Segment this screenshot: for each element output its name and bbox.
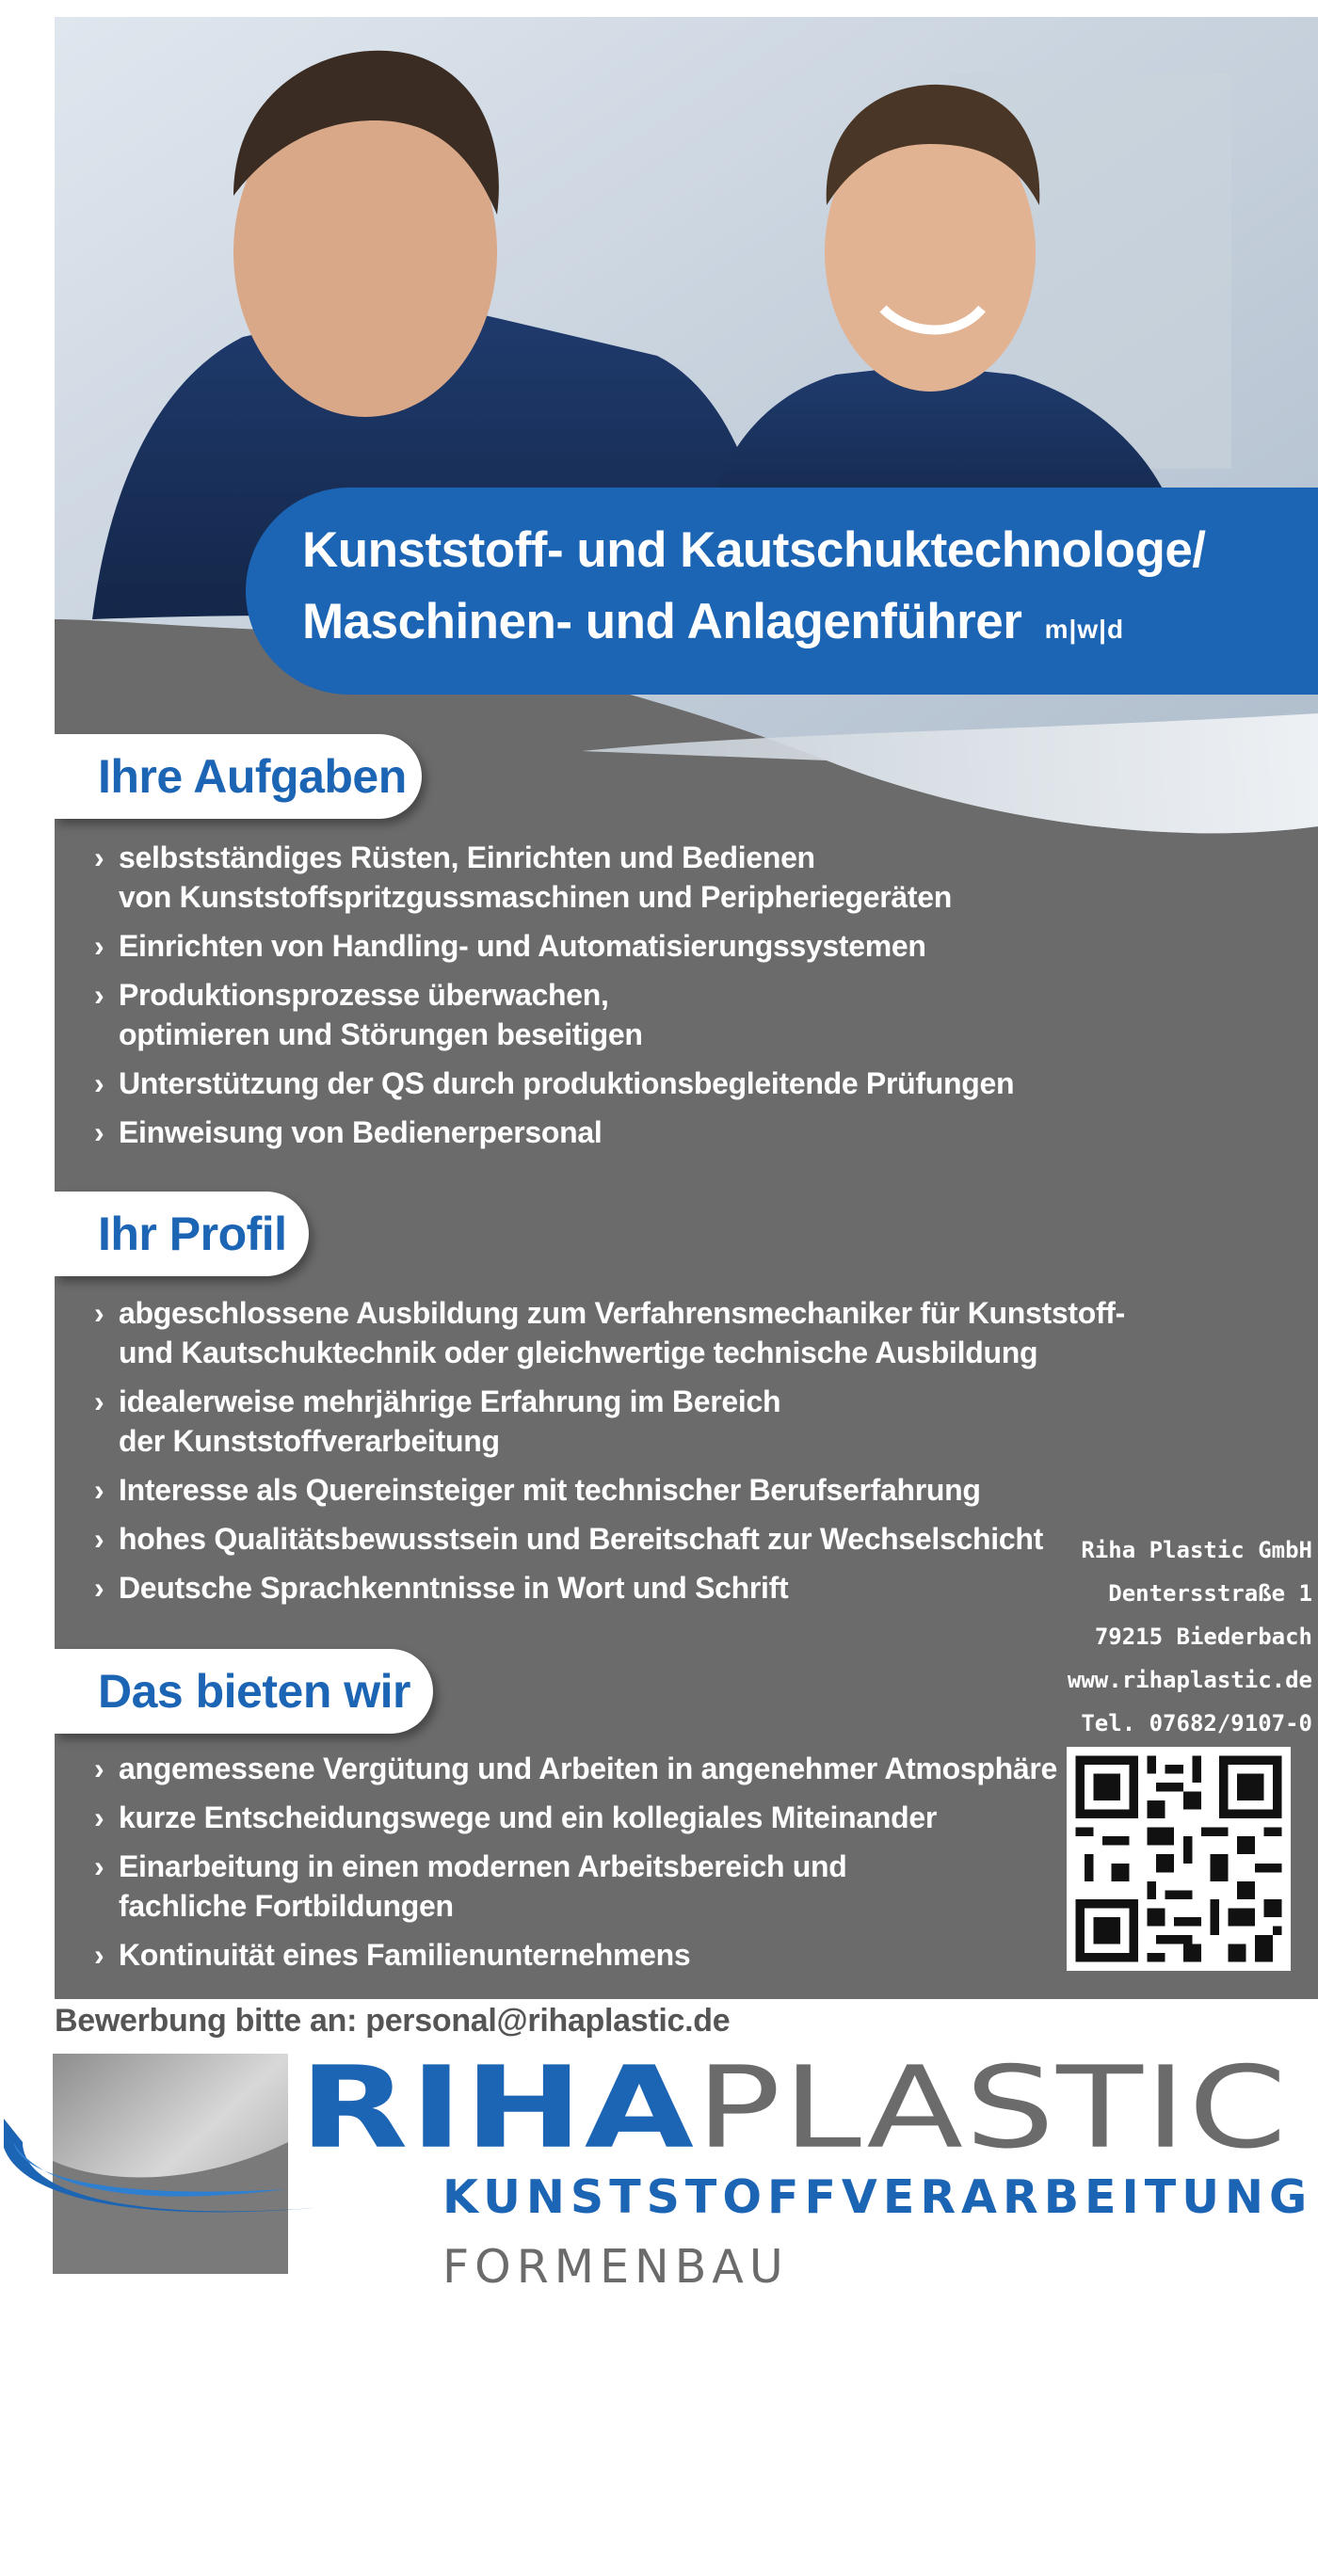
logo-text-plastic: PLASTIC: [695, 2042, 1289, 2174]
phone-number: Tel. 07682/9107-0: [1081, 1710, 1312, 1736]
list-item: › Deutsche Sprachkenntnisse in Wort und Schrift: [94, 1568, 1125, 1608]
list-item: › Kontinuität eines Familienunternehmens: [94, 1935, 1057, 1975]
logo-text-riha: RIHA: [299, 2042, 696, 2174]
list-item: › Unterstützung der QS durch produktionsbegleitende Prüfungen: [94, 1064, 1014, 1103]
list-item: › Einarbeitung in einen modernen Arbeitsbereich und fachliche Fortbildungen: [94, 1847, 1057, 1926]
job-title-banner: [246, 488, 1318, 695]
logo-tagline-formenbau: FORMENBAU: [442, 2240, 789, 2294]
gender-suffix: m|w|d: [1044, 615, 1125, 644]
job-ad-panel: [55, 17, 1318, 1999]
offer-list: [94, 1749, 1057, 1984]
application-email[interactable]: Bewerbung bitte an: personal@rihaplastic.de: [55, 2003, 731, 2039]
list-item: › hohes Qualitätsbewusstsein und Bereitschaft zur Wechselschicht: [94, 1519, 1125, 1559]
tasks-heading: Ihre Aufgaben: [98, 750, 407, 803]
job-title-text: Maschinen- und Anlagenführer: [302, 594, 1022, 649]
list-item: › kurze Entscheidungswege und ein kollegiales Miteinander: [94, 1798, 1057, 1837]
list-item: › Produktionsprozesse überwachen, optimieren und Störungen beseitigen: [94, 975, 1014, 1054]
list-item: › Interesse als Quereinsteiger mit technischer Berufserfahrung: [94, 1470, 1125, 1510]
profile-list: [94, 1293, 1125, 1617]
street-address: Dentersstraße 1: [1108, 1580, 1312, 1607]
tasks-list: [94, 838, 1014, 1161]
list-item: › Einweisung von Bedienerpersonal: [94, 1112, 1014, 1152]
list-item: › angemessene Vergütung und Arbeiten in angenehmer Atmosphäre: [94, 1749, 1057, 1788]
list-item: › Einrichten von Handling- und Automatisierungssystemen: [94, 926, 1014, 966]
city-address: 79215 Biederbach: [1094, 1624, 1312, 1650]
section-heading-offer: [55, 1649, 433, 1734]
website-link[interactable]: www.rihaplastic.de: [1067, 1667, 1312, 1693]
list-item: › selbstständiges Rüsten, Einrichten und Bedienen von Kunststoffspritzgussmaschinen und Peripheriegeräten: [94, 838, 1014, 917]
section-heading-profile: [55, 1192, 309, 1276]
job-title-line-2: [302, 593, 1124, 650]
riha-plastic-logo-mark: [4, 2048, 314, 2293]
logo-tagline-kunststoffverarbeitung: KUNSTSTOFFVERARBEITUNG: [442, 2170, 1313, 2224]
company-name: Riha Plastic GmbH: [1081, 1537, 1312, 1563]
offer-heading: Das bieten wir: [98, 1665, 410, 1718]
profile-heading: Ihr Profil: [98, 1208, 287, 1260]
qr-code-icon[interactable]: [1067, 1747, 1291, 1971]
list-item: › idealerweise mehrjährige Erfahrung im Bereich der Kunststoffverarbeitung: [94, 1382, 1125, 1461]
logo-wordmark: [299, 2042, 1289, 2174]
job-title-line-1: Kunststoff- und Kautschuktechnologe/: [302, 522, 1206, 578]
contact-info: [1066, 1528, 1312, 1745]
list-item: › abgeschlossene Ausbildung zum Verfahrensmechaniker für Kunststoff- und Kautschuktechnik oder gleichwertige technische Ausbildung: [94, 1293, 1125, 1372]
section-heading-tasks: [55, 734, 422, 819]
